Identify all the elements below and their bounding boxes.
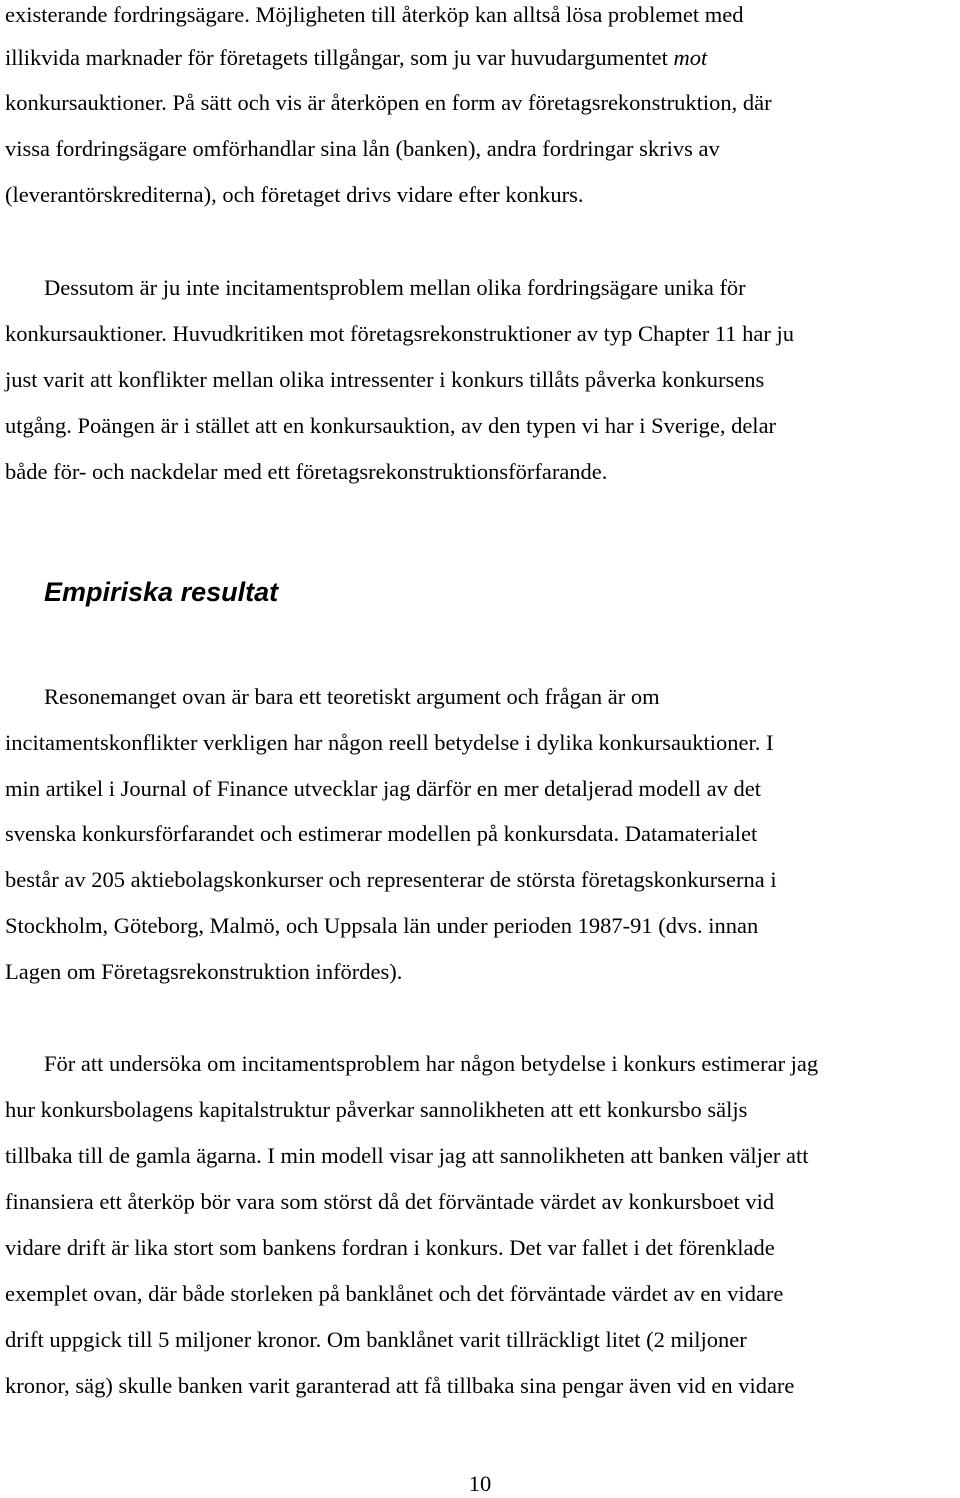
- text-line: exemplet ovan, där både storleken på banklånet och det förväntade värdet av en vidare: [5, 1281, 784, 1306]
- section-heading: Empiriska resultat: [44, 577, 279, 607]
- text-line: incitamentskonflikter verkligen har någon reell betydelse i dylika konkursauktioner. I: [5, 730, 774, 755]
- text-line: konkursauktioner. På sätt och vis är återköpen en form av företagsrekonstruktion, där: [5, 90, 772, 115]
- page-number: 10: [468, 1471, 492, 1496]
- text-line: kronor, säg) skulle banken varit garanterad att få tillbaka sina pengar även vid en vidare: [5, 1373, 795, 1398]
- text-line: (leverantörskrediterna), och företaget drivs vidare efter konkurs.: [5, 182, 584, 207]
- text-line: hur konkursbolagens kapitalstruktur påverkar sannolikheten att ett konkursbo säljs: [5, 1097, 748, 1122]
- text-line: Dessutom är ju inte incitamentsproblem mellan olika fordringsägare unika för: [44, 275, 746, 300]
- text-line: [5, 43, 707, 73]
- text-line: konkursauktioner. Huvudkritiken mot företagsrekonstruktioner av typ Chapter 11 har ju: [5, 321, 794, 346]
- text-line: Lagen om Företagsrekonstruktion infördes).: [5, 959, 403, 984]
- text-line: just varit att konflikter mellan olika intressenter i konkurs tillåts påverka konkursens: [5, 367, 765, 392]
- text-line: Resonemanget ovan är bara ett teoretiskt argument och frågan är om: [44, 684, 660, 709]
- text-line: drift uppgick till 5 miljoner kronor. Om banklånet varit tillräckligt litet (2 miljoner: [5, 1327, 747, 1352]
- text-line: finansiera ett återköp bör vara som störst då det förväntade värdet av konkursboet vid: [5, 1189, 775, 1214]
- text-line: består av 205 aktiebolagskonkurser och representerar de största företagskonkurserna i: [5, 867, 777, 892]
- text-line: utgång. Poängen är i stället att en konkursauktion, av den typen vi har i Sverige, delar: [5, 413, 777, 438]
- text-line: existerande fordringsägare. Möjligheten till återköp kan alltså lösa problemet med: [5, 2, 744, 27]
- text-line: tillbaka till de gamla ägarna. I min modell visar jag att sannolikheten att banken väljer att: [5, 1143, 809, 1168]
- text-line: För att undersöka om incitamentsproblem har någon betydelse i konkurs estimerar jag: [44, 1051, 819, 1076]
- text-line: svenska konkursförfarandet och estimerar modellen på konkursdata. Datamaterialet: [5, 821, 758, 846]
- text-span: illikvida marknader för företagets tillgångar, som ju var huvudargumentet: [5, 45, 674, 70]
- text-line: Stockholm, Göteborg, Malmö, och Uppsala län under perioden 1987-91 (dvs. innan: [5, 913, 759, 938]
- text-line: min artikel i Journal of Finance utvecklar jag därför en mer detaljerad modell av det: [5, 776, 761, 801]
- emphasized-word: mot: [673, 45, 708, 70]
- text-line: både för- och nackdelar med ett företagsrekonstruktionsförfarande.: [5, 459, 608, 484]
- text-line: vidare drift är lika stort som bankens fordran i konkurs. Det var fallet i det förenklade: [5, 1235, 775, 1260]
- text-line: vissa fordringsägare omförhandlar sina lån (banken), andra fordringar skrivs av: [5, 136, 720, 161]
